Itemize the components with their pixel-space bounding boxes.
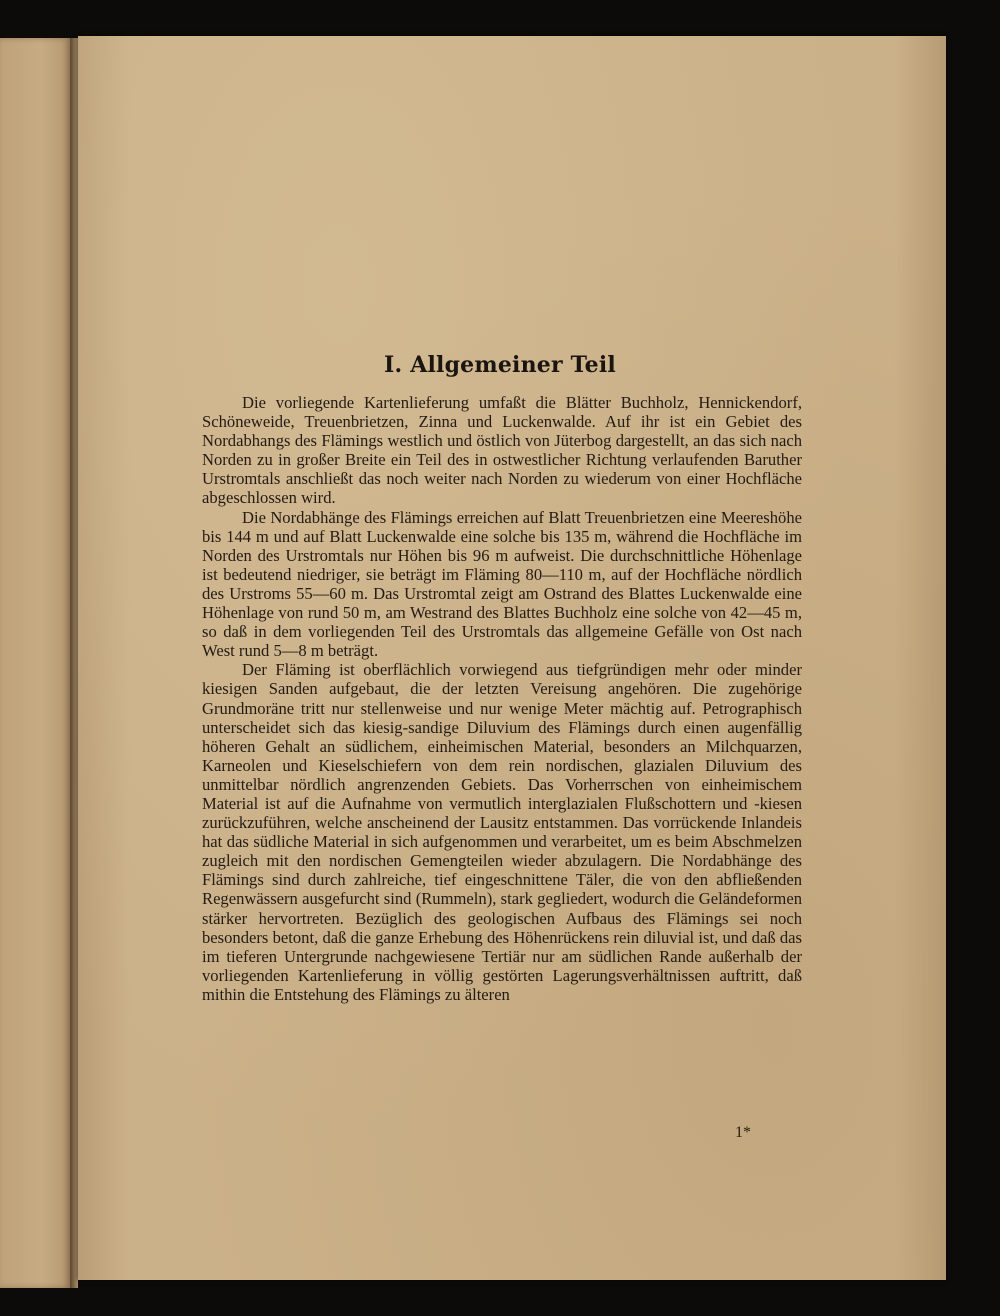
section-heading: I. Allgemeiner Teil bbox=[383, 352, 616, 378]
signature-mark: 1* bbox=[735, 1124, 751, 1141]
book-gutter bbox=[70, 38, 78, 1288]
paragraph-1: Die vorliegende Kartenlieferung umfaßt die Blätter Buchholz, Hennickendorf, Schöneweide, Treuenbrietzen, Zinna und Luckenwalde. Auf ihr ist ein Gebiet des Nordabhangs des Flämings westlich und östlich von Jüterbog dargestellt, an das sich nach Norden zu in großer Breite ein Teil des in ostwestlicher Richtung verlaufenden Baruther Urstromtals anschließt das noch weiter nach Norden zu wiederum von einer Hochfläche abgeschlossen wird. bbox=[202, 393, 802, 508]
body-text bbox=[202, 393, 802, 1004]
previous-page-edge bbox=[0, 38, 70, 1288]
paragraph-3: Der Fläming ist oberflächlich vorwiegend aus tiefgründigen mehr oder minder kiesigen Sanden aufgebaut, die der letzten Vereisung angehören. Die zugehörige Grundmoräne tritt nur stellenweise und nur wenige Meter mächtig auf. Petrographisch unterscheidet sich das kiesig-sandige Diluvium des Flämings durch einen augenfällig höheren Gehalt an südlichem, einheimischen Material, besonders an Milchquarzen, Karneolen und Kieselschiefern von dem rein nordischen, glazialen Diluvium des unmittelbar nördlich angrenzenden Gebiets. Das Vorherrschen von einheimischem Material ist auf die Aufnahme von vermutlich interglazialen Flußschottern und -kiesen zurückzuführen, welche anscheinend der Lausitz entstammen. Das vorrückende Inlandeis hat das südliche Material in sich aufgenommen und verarbeitet, um es beim Abschmelzen zugleich mit den nordischen Gemengteilen wieder abzulagern. Die Nordabhänge des Flämings sind durch zahlreiche, tief eingeschnittene Täler, die von den abfließenden Regenwässern ausgefurcht sind (Rummeln), stark gegliedert, wodurch die Geländeformen stärker hervortreten. Bezüglich des geologischen Aufbaus des Flämings sei noch besonders betont, daß die ganze Erhebung des Höhenrückens rein diluvial ist, und daß das im tieferen Untergrunde nachgewiesene Tertiär nur am südlichen Rande außerhalb der vorliegenden Kartenlieferung in völlig gestörten Lagerungsverhältnissen auftritt, daß mithin die Entstehung des Flämings zu älteren bbox=[202, 660, 802, 1004]
paragraph-2: Die Nordabhänge des Flämings erreichen auf Blatt Treuenbrietzen eine Meereshöhe bis 144 m und auf Blatt Luckenwalde eine solche bis 135 m, während die Hochfläche im Norden des Urstromtals nur Höhen bis 96 m aufweist. Die durchschnittliche Höhenlage ist bedeutend niedriger, sie beträgt im Fläming 80—110 m, auf der Hochfläche nördlich des Urstroms 55—60 m. Das Urstromtal zeigt am Ostrand des Blattes Luckenwalde eine Höhenlage von rund 50 m, am Westrand des Blattes Buchholz eine solche von 42—45 m, so daß in dem vorliegenden Teil des Urstromtals das allgemeine Gefälle von Ost nach West rund 5—8 m beträgt. bbox=[202, 507, 802, 661]
